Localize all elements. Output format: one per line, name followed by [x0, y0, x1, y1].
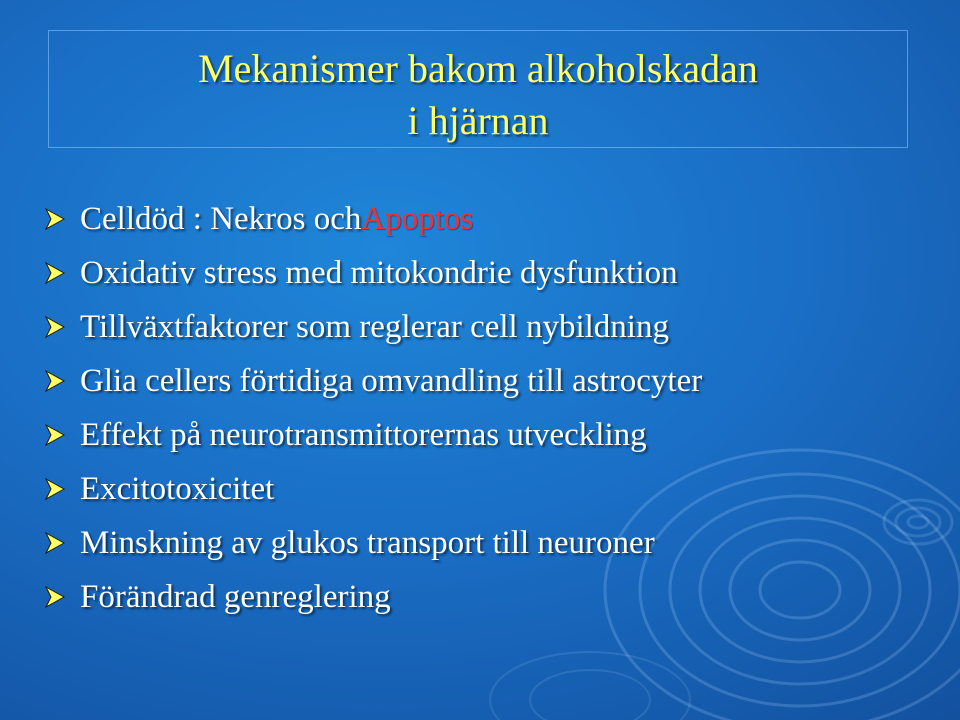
- bullet-text: Oxidativ stress med mitokondrie dysfunktion: [80, 254, 678, 291]
- bullet-text: Celldöd : Nekros och: [80, 200, 362, 237]
- arrowhead-bullet-icon: [42, 422, 68, 448]
- arrowhead-bullet-icon: [42, 314, 68, 340]
- bullet-text: Glia cellers förtidiga omvandling till astrocyter: [80, 362, 703, 399]
- arrowhead-bullet-icon: [42, 260, 68, 286]
- arrowhead-bullet-icon: [42, 368, 68, 394]
- bullet-item: [42, 516, 902, 570]
- bullet-highlight-text: Apoptos: [361, 200, 474, 237]
- bullet-item: [42, 462, 902, 516]
- bullet-text: Tillväxtfaktorer som reglerar cell nybildning: [80, 308, 669, 345]
- bullet-text: Förändrad genreglering: [80, 578, 391, 615]
- bullet-item: [42, 408, 902, 462]
- bullet-text: Minskning av glukos transport till neuroner: [80, 524, 655, 561]
- bullet-item: [42, 354, 902, 408]
- arrowhead-bullet-icon: [42, 476, 68, 502]
- bullet-item: [42, 192, 902, 246]
- arrowhead-bullet-icon: [42, 530, 68, 556]
- bullet-item: [42, 246, 902, 300]
- arrowhead-bullet-icon: [42, 584, 68, 610]
- bullet-item: [42, 300, 902, 354]
- title-box: [48, 30, 908, 148]
- slide-title-line-1: Mekanismer bakom alkoholskadan: [198, 46, 758, 91]
- bullet-list: [42, 192, 902, 624]
- bullet-text: Excitotoxicitet: [80, 470, 275, 507]
- bullet-text: Effekt på neurotransmittorernas utveckling: [80, 416, 647, 453]
- arrowhead-bullet-icon: [42, 206, 68, 232]
- slide-title-line-2: i hjärnan: [407, 98, 549, 143]
- bullet-item: [42, 570, 902, 624]
